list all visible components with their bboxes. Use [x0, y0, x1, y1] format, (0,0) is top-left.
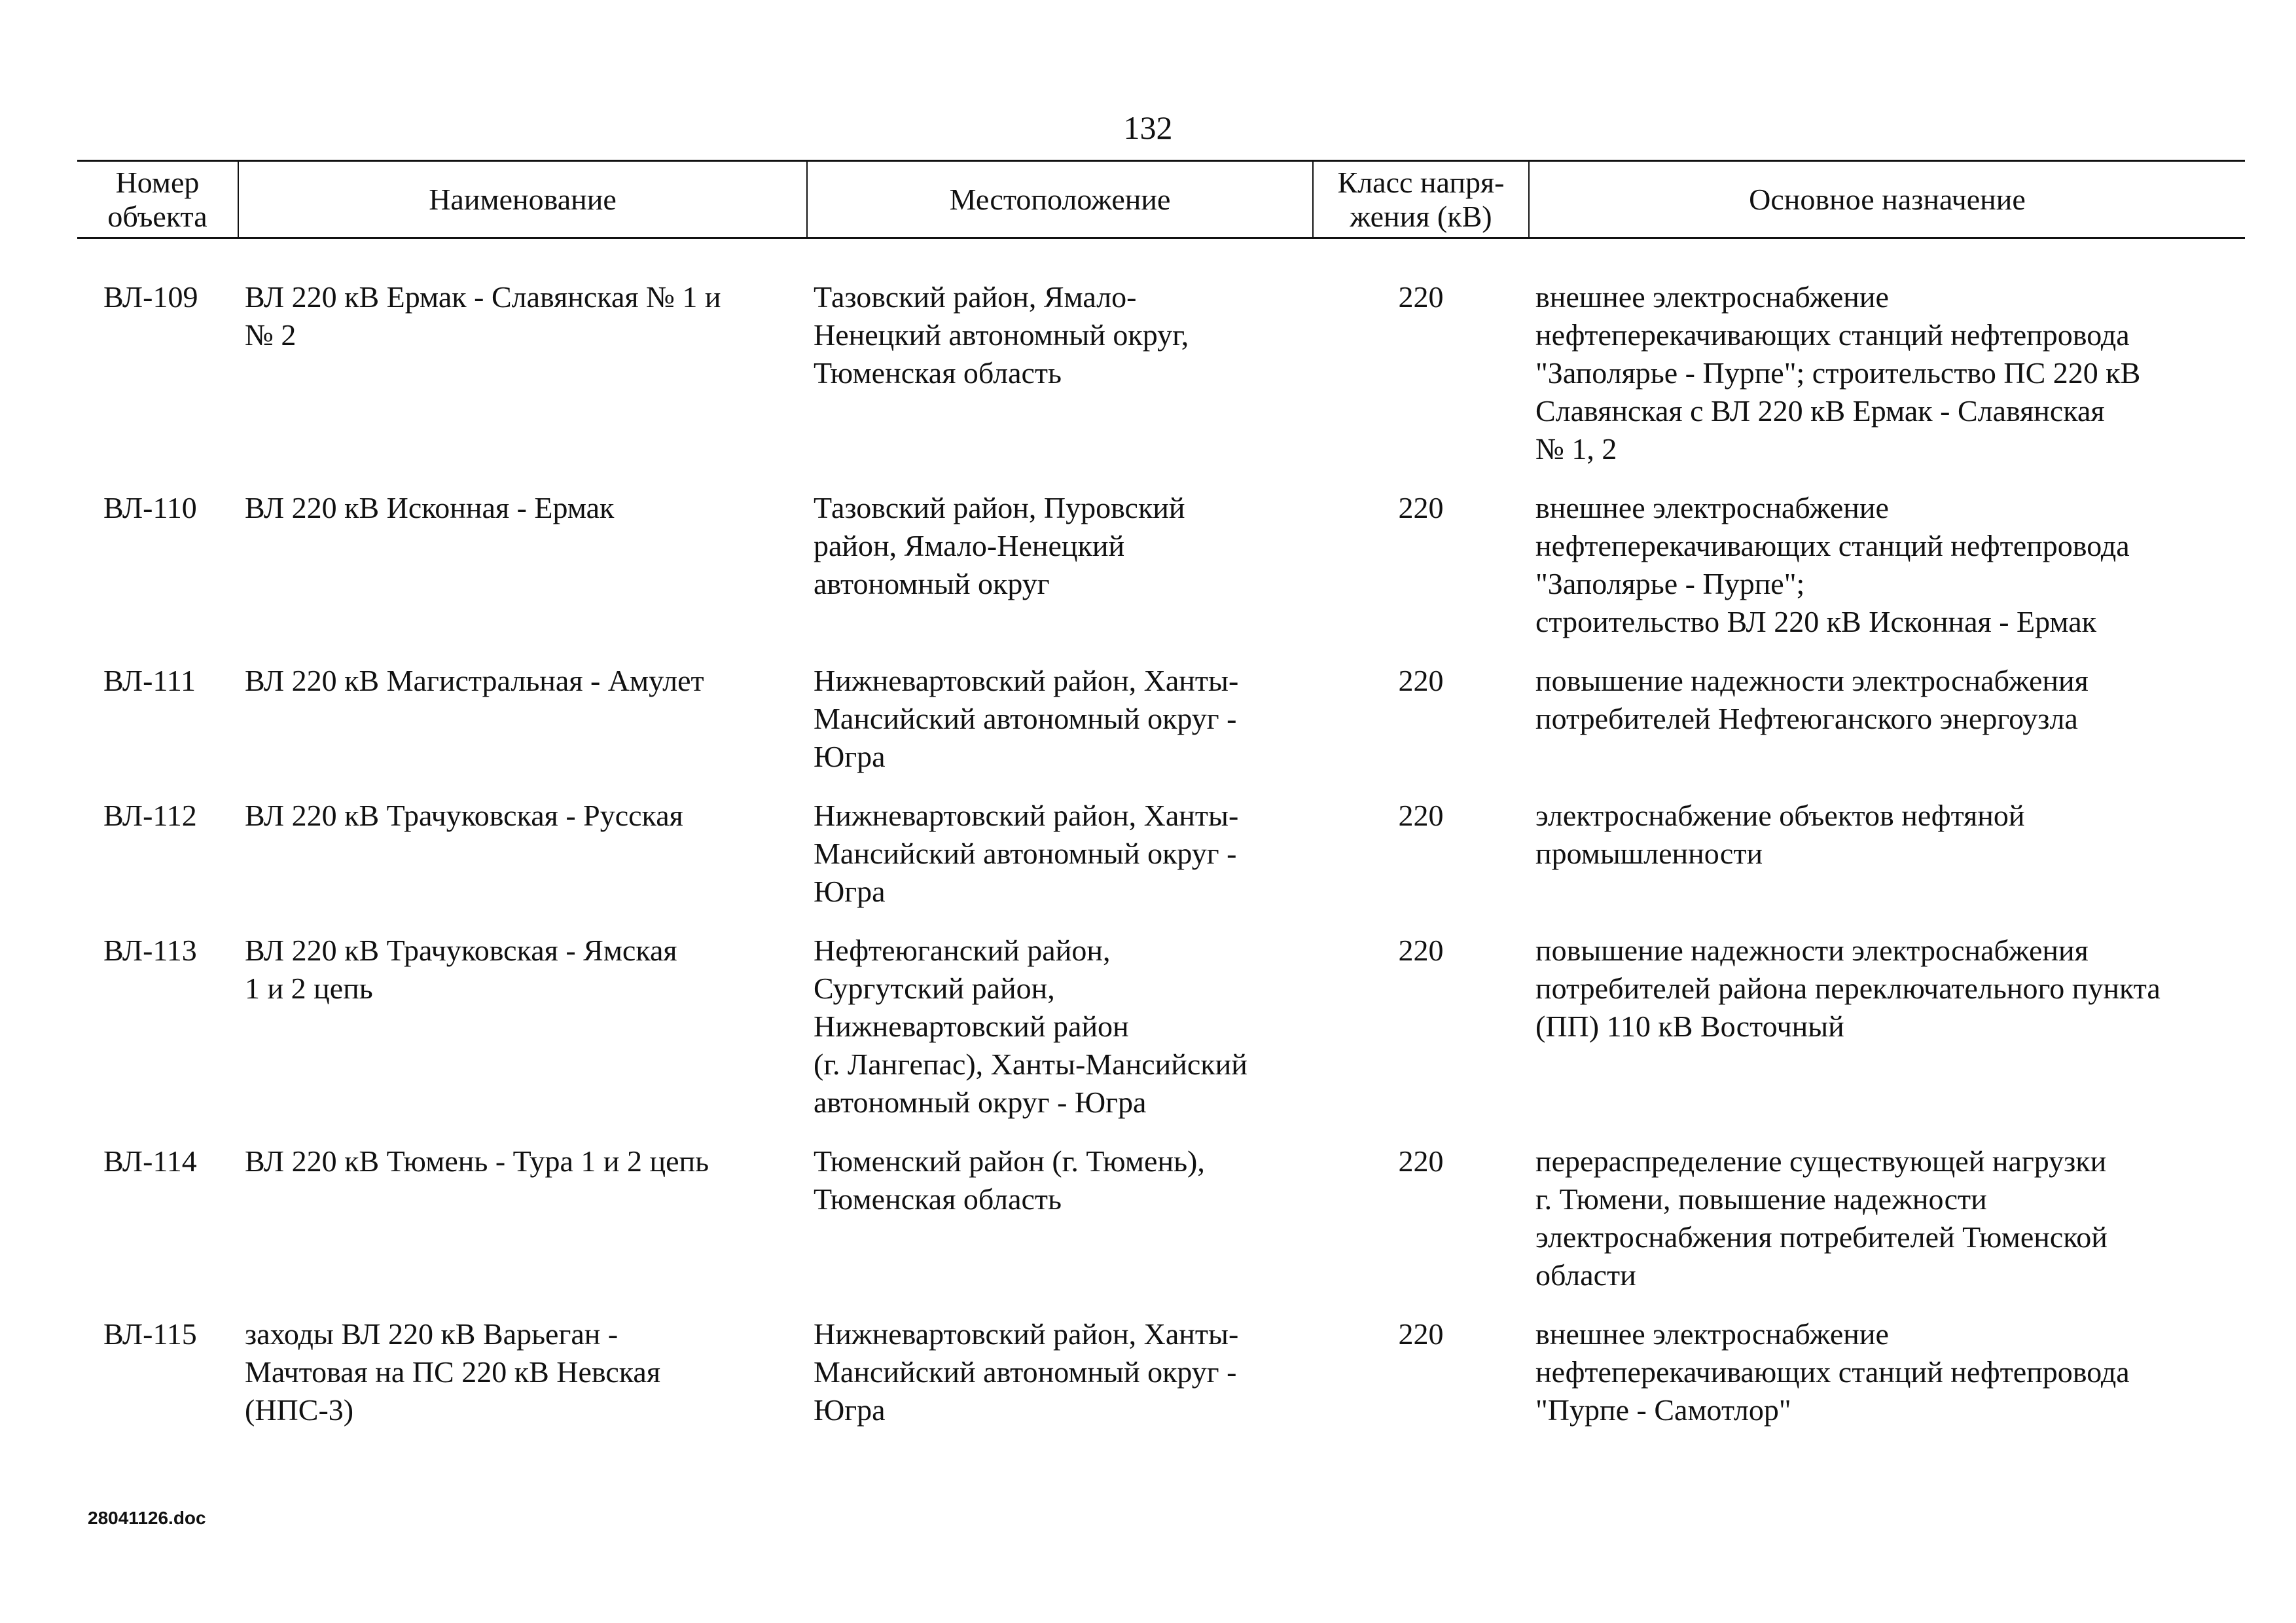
row-purpose: перераспределение существующей нагрузки г. Тюмени, повышение надежности электроснабжения потребителей Тюменской области	[1535, 1144, 2108, 1292]
row-number: ВЛ-113	[103, 934, 197, 967]
table-row	[77, 489, 2245, 662]
row-location: Нефтеюганский район, Сургутский район, Нижневартовский район (г. Лангепас), Ханты-Мансийский автономный округ - Югра	[814, 934, 1247, 1119]
row-voltage: 220	[1398, 934, 1444, 967]
objects-table	[77, 160, 2245, 1450]
row-number: ВЛ-111	[103, 664, 196, 697]
header-number: Номер объекта	[77, 161, 238, 238]
header-name: Наименование	[238, 161, 807, 238]
row-number: ВЛ-110	[103, 491, 197, 524]
row-voltage: 220	[1398, 1144, 1444, 1178]
row-location: Нижневартовский район, Ханты- Мансийский автономный округ - Югра	[814, 1317, 1239, 1427]
table-row	[77, 1142, 2245, 1315]
header-voltage: Класс напря- жения (кВ)	[1313, 161, 1529, 238]
table-row	[77, 278, 2245, 489]
row-number: ВЛ-114	[103, 1144, 197, 1178]
table-body	[77, 238, 2245, 1451]
row-name: ВЛ 220 кВ Тюмень - Тура 1 и 2 цепь	[245, 1144, 709, 1178]
row-location: Тюменский район (г. Тюмень), Тюменская область	[814, 1144, 1205, 1216]
page-number: 132	[1123, 109, 1173, 146]
row-purpose: электроснабжение объектов нефтяной промышленности	[1535, 799, 2025, 870]
row-purpose: внешнее электроснабжение нефтеперекачивающих станций нефтепровода "Заполярье - Пурпе"; строительство ПС 220 кВ Славянская с ВЛ 220 кВ Ермак - Славянская № 1, 2	[1535, 280, 2141, 465]
row-purpose: внешнее электроснабжение нефтеперекачивающих станций нефтепровода "Заполярье - Пурпе"; строительство ВЛ 220 кВ Исконная - Ермак	[1535, 491, 2130, 638]
row-voltage: 220	[1398, 1317, 1444, 1351]
row-voltage: 220	[1398, 799, 1444, 832]
row-name: ВЛ 220 кВ Исконная - Ермак	[245, 491, 615, 524]
row-voltage: 220	[1398, 280, 1444, 314]
header-row	[77, 161, 2245, 238]
table-row	[77, 932, 2245, 1142]
row-name: ВЛ 220 кВ Ермак - Славянская № 1 и № 2	[245, 280, 721, 352]
table-header	[77, 161, 2245, 238]
table-row	[77, 1315, 2245, 1450]
row-voltage: 220	[1398, 664, 1444, 697]
row-location: Нижневартовский район, Ханты- Мансийский автономный округ - Югра	[814, 799, 1239, 908]
row-location: Тазовский район, Пуровский район, Ямало-Ненецкий автономный округ	[814, 491, 1185, 600]
header-location: Местоположение	[807, 161, 1313, 238]
table-row	[77, 797, 2245, 932]
table-row	[77, 662, 2245, 797]
row-name: ВЛ 220 кВ Трачуковская - Ямская 1 и 2 цепь	[245, 934, 677, 1005]
header-purpose: Основное назначение	[1529, 161, 2245, 238]
row-number: ВЛ-109	[103, 280, 198, 314]
row-name: ВЛ 220 кВ Трачуковская - Русская	[245, 799, 683, 832]
row-purpose: повышение надежности электроснабжения потребителей района переключательного пункта (ПП) 110 кВ Восточный	[1535, 934, 2161, 1043]
row-location: Тазовский район, Ямало- Ненецкий автономный округ, Тюменская область	[814, 280, 1189, 390]
row-voltage: 220	[1398, 491, 1444, 524]
row-purpose: повышение надежности электроснабжения потребителей Нефтеюганского энергоузла	[1535, 664, 2089, 735]
row-name: ВЛ 220 кВ Магистральная - Амулет	[245, 664, 704, 697]
row-number: ВЛ-112	[103, 799, 197, 832]
footer-filename: 28041126.doc	[88, 1508, 206, 1528]
table-spacer	[77, 238, 2245, 279]
row-number: ВЛ-115	[103, 1317, 197, 1351]
row-purpose: внешнее электроснабжение нефтеперекачивающих станций нефтепровода "Пурпе - Самотлор"	[1535, 1317, 2130, 1427]
row-location: Нижневартовский район, Ханты- Мансийский автономный округ - Югра	[814, 664, 1239, 773]
row-name: заходы ВЛ 220 кВ Варьеган - Мачтовая на ПС 220 кВ Невская (НПС-3)	[245, 1317, 660, 1427]
